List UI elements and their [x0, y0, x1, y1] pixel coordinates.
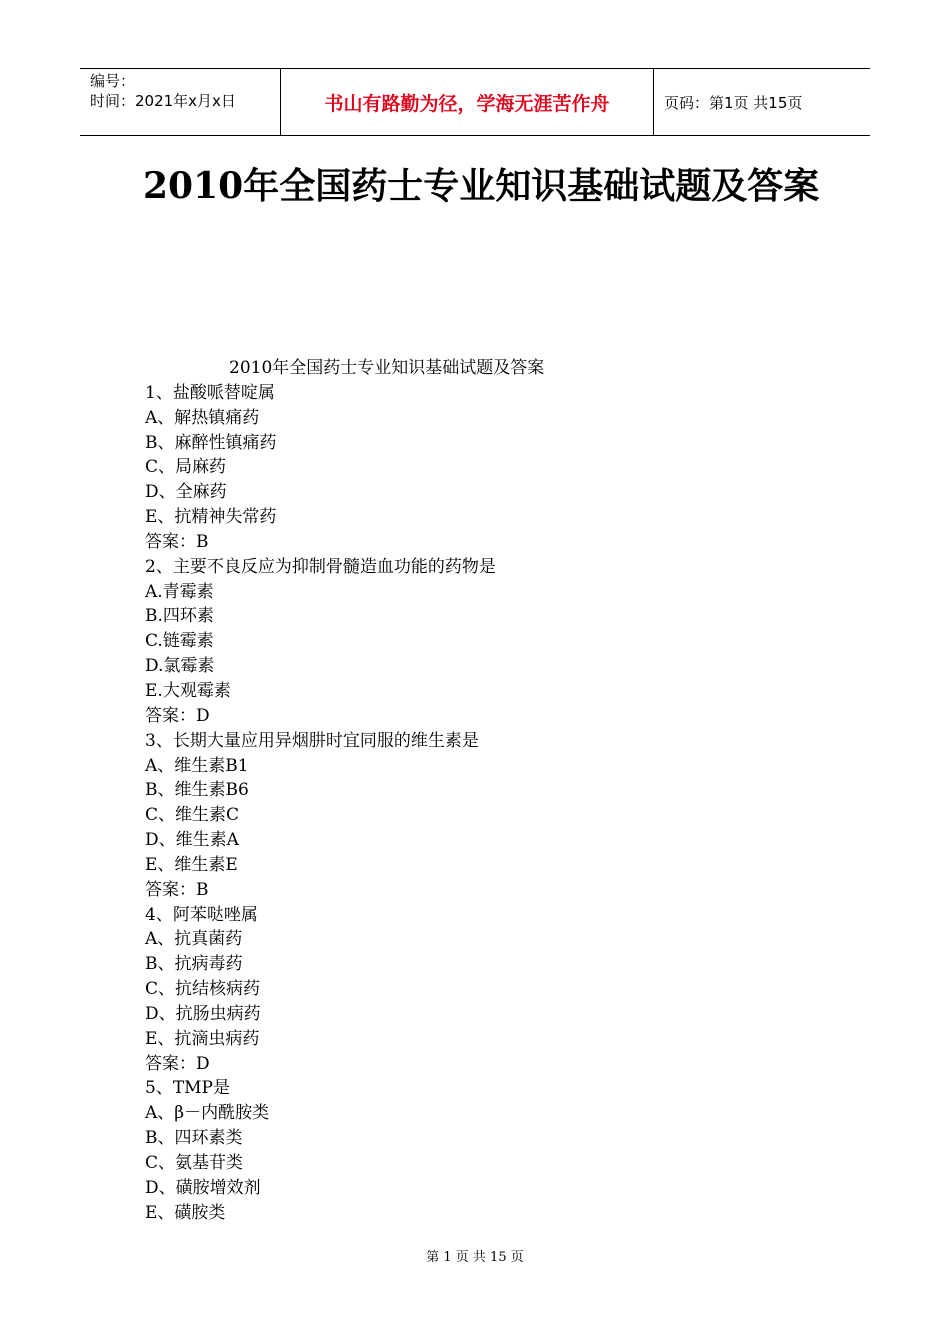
text-line: D、磺胺增效剂 [145, 1177, 261, 1198]
text-line: C、维生素C [145, 805, 240, 826]
text-line: A.青霉素 [145, 581, 214, 602]
text-line: 答案：D [145, 1053, 210, 1074]
text-line: 3、长期大量应用异烟肼时宜同服的维生素是 [145, 730, 479, 751]
text-line: 2、主要不良反应为抑制骨髓造血功能的药物是 [145, 556, 496, 577]
text-line: E、维生素E [145, 854, 238, 875]
text-line: B、维生素B6 [145, 780, 249, 801]
text-line: C.链霉素 [145, 631, 214, 652]
text-line: B.四环素 [145, 606, 214, 627]
question-list [145, 381, 825, 1226]
text-line: A、维生素B1 [145, 755, 249, 776]
text-line: D.氯霉素 [145, 656, 215, 677]
text-line: E、磺胺类 [145, 1202, 226, 1223]
text-line: C、氨基苷类 [145, 1153, 244, 1173]
text-line: 1、盐酸哌替啶属 [145, 382, 275, 403]
body-subtitle: 2010年全国药士专业知识基础试题及答案 [229, 358, 545, 378]
text-line: C、局麻药 [145, 457, 227, 478]
text-line: 答案：B [145, 879, 209, 900]
date-label: 时间：2021年x月x日 [90, 92, 236, 110]
text-line: D、全麻药 [145, 482, 227, 503]
text-line: D、抗肠虫病药 [145, 1003, 261, 1024]
document-title: 2010年全国药士专业知识基础试题及答案 [143, 165, 820, 207]
page-header [80, 68, 870, 136]
text-line: 答案：B [145, 531, 209, 552]
text-line: 5、TMP是 [145, 1078, 230, 1099]
header-motto-cell [281, 69, 654, 135]
text-line: C、抗结核病药 [145, 979, 261, 1000]
page-footer: 第 1 页 共 15 页 [426, 1250, 524, 1265]
text-line: A、解热镇痛药 [145, 407, 260, 428]
text-line: 答案：D [145, 705, 210, 726]
document-body [145, 356, 825, 1226]
text-line: 4、阿苯哒唑属 [145, 904, 258, 925]
serial-label: 编号： [90, 72, 136, 90]
page-info: 页码：第1页 共15页 [664, 93, 803, 112]
text-line: D、维生素A [145, 830, 239, 851]
header-page-cell [654, 69, 870, 135]
motto-text: 书山有路勤为径，学海无涯苦作舟 [324, 92, 610, 115]
text-line: E、抗精神失常药 [145, 507, 277, 528]
text-line: B、四环素类 [145, 1128, 243, 1149]
text-line: B、麻醉性镇痛药 [145, 432, 277, 453]
text-line: E、抗滴虫病药 [145, 1028, 260, 1049]
text-line: A、β－内酰胺类 [145, 1103, 270, 1124]
text-line: B、抗病毒药 [145, 954, 243, 975]
text-line: E.大观霉素 [145, 680, 231, 701]
text-line: A、抗真菌药 [145, 929, 243, 950]
header-meta-cell [80, 69, 281, 135]
